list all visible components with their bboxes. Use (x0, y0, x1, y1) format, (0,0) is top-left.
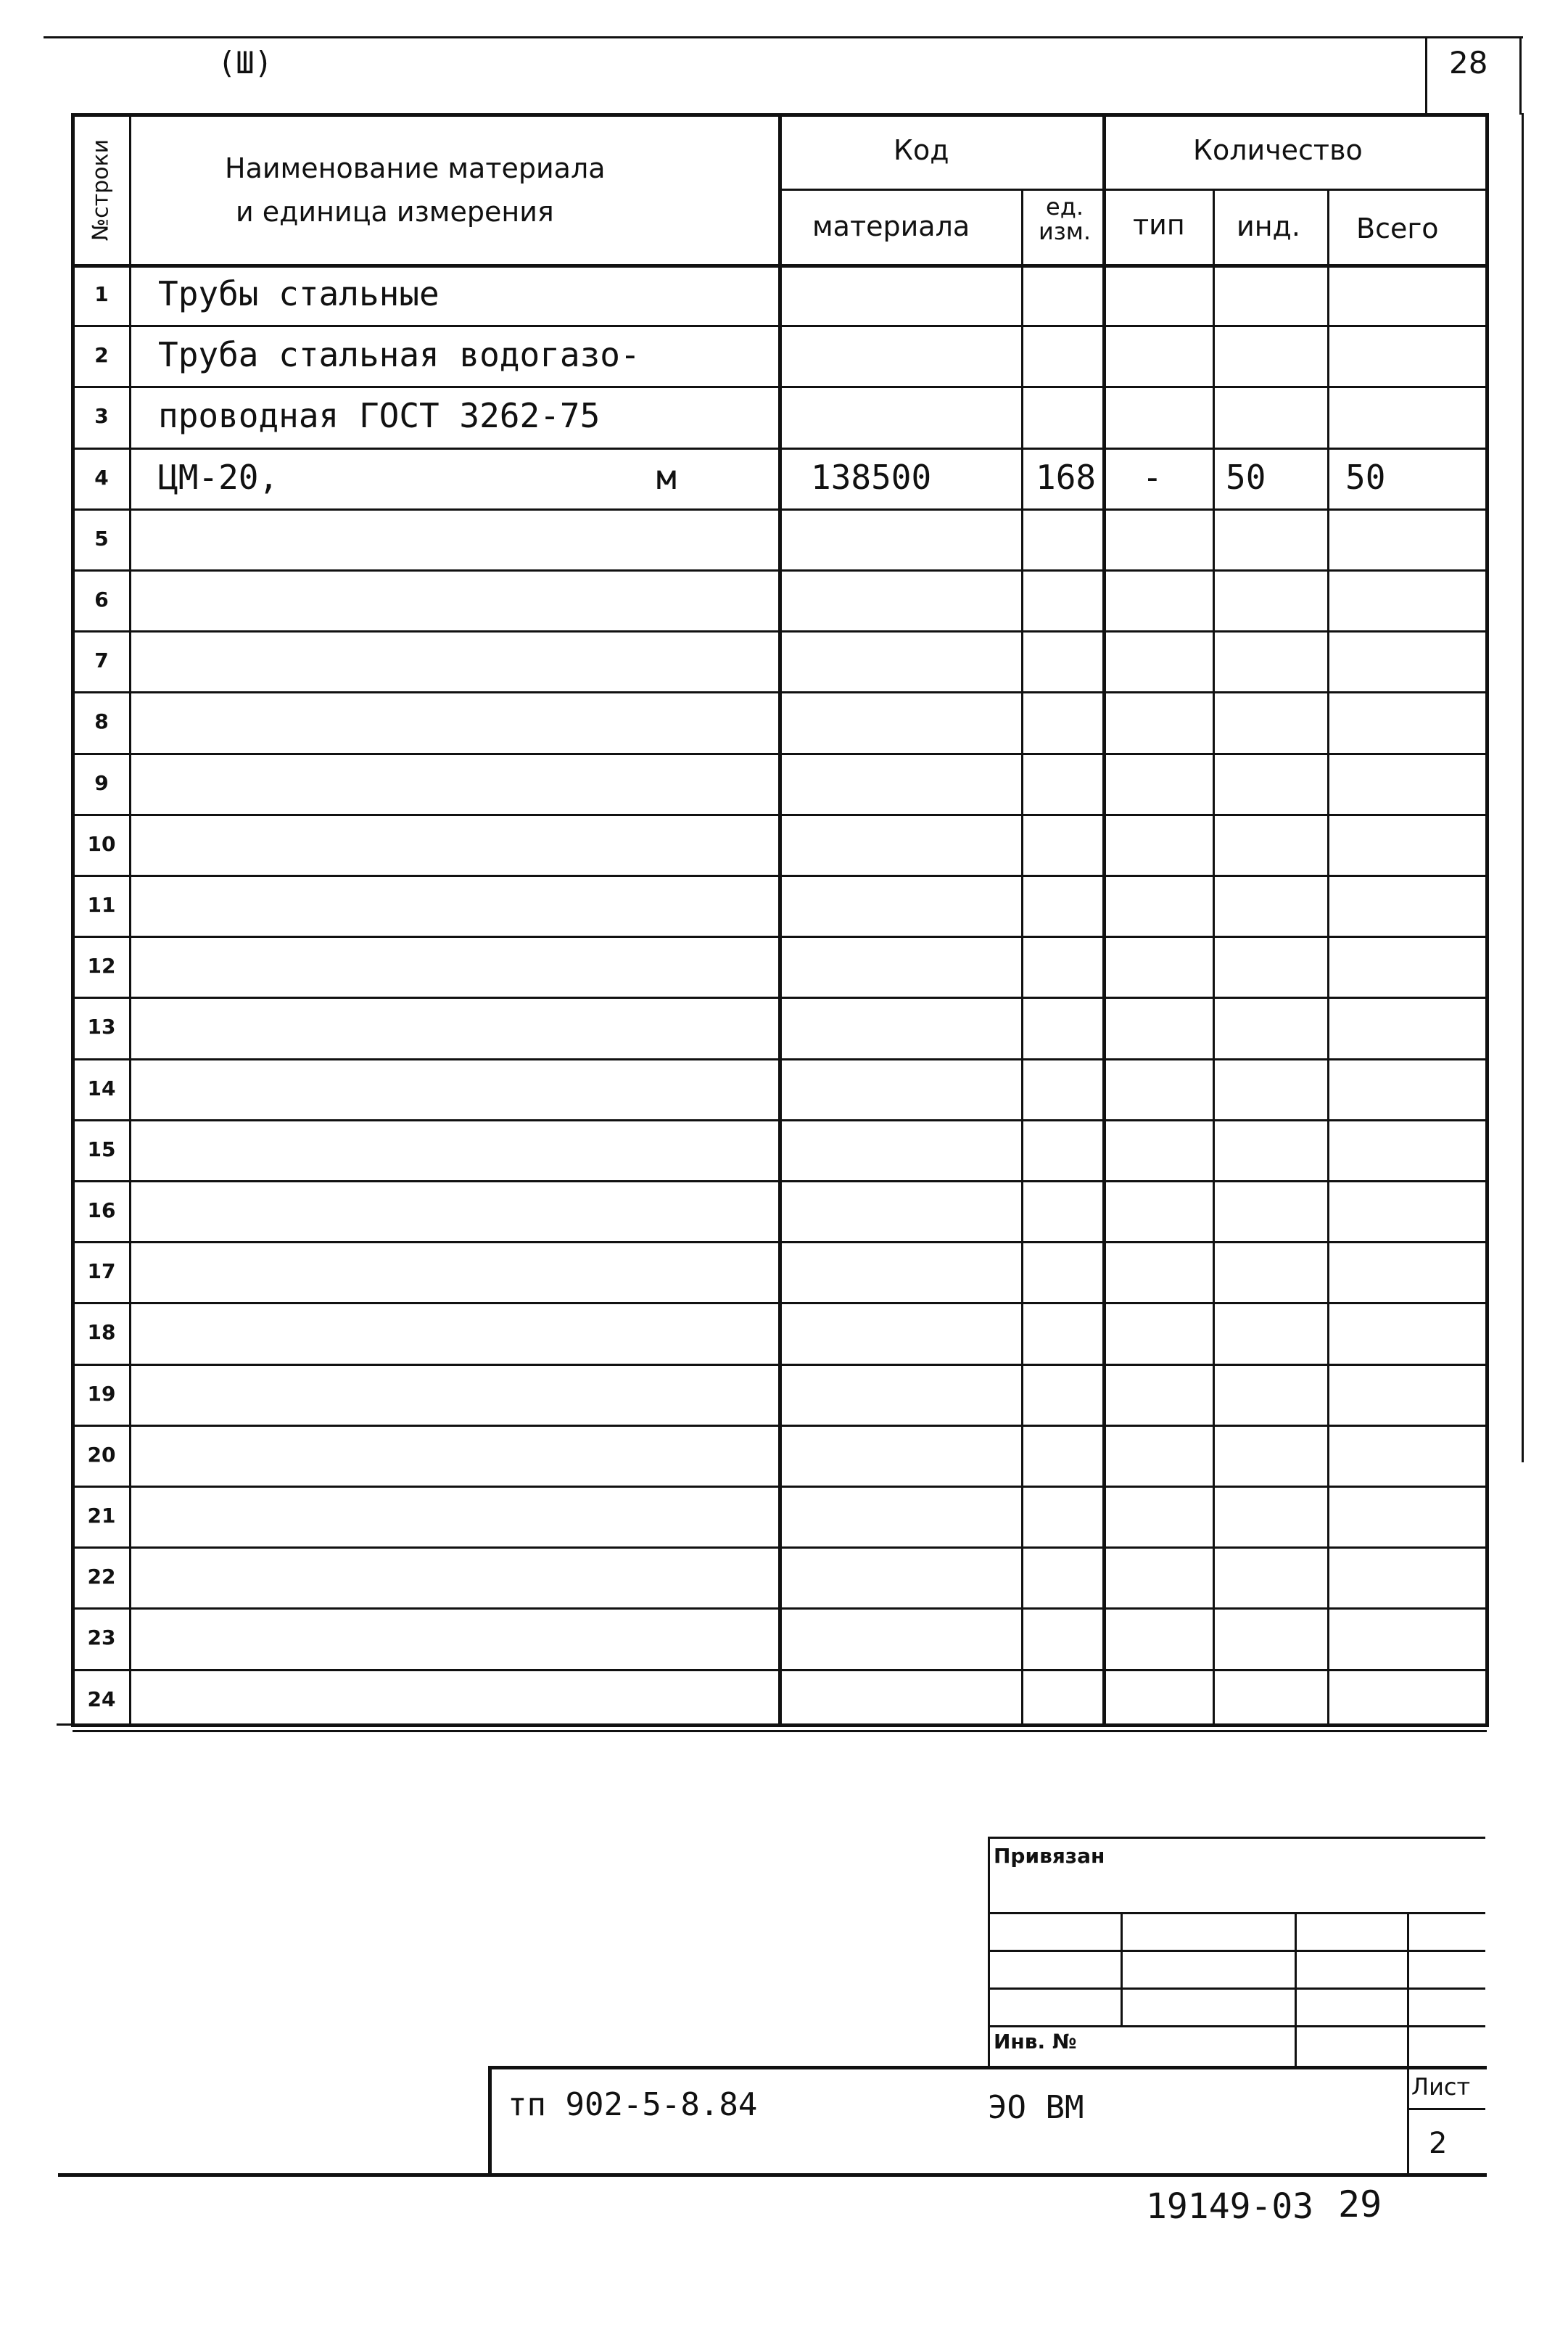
row-code: 138500 (811, 457, 932, 497)
row-divider (73, 569, 1487, 572)
bottom-left-tick (57, 1723, 74, 1726)
stamp-vline-1 (1121, 1912, 1123, 2025)
title-block-left (488, 2066, 492, 2175)
row-number: 9 (94, 770, 109, 795)
row-divider (73, 1119, 1487, 1121)
row-divider (73, 1364, 1487, 1366)
page-number-box-right (1519, 36, 1522, 115)
row-number: 8 (94, 709, 109, 734)
row-number: 1 (94, 282, 109, 306)
row-number: 4 (94, 465, 109, 490)
row-divider (73, 1180, 1487, 1182)
row-number: 23 (87, 1626, 116, 1650)
stamp-vline-2 (1295, 1912, 1297, 2067)
sheet-divider (1407, 2108, 1485, 2110)
row-divider (73, 1302, 1487, 1304)
row-name: ЦМ-20, (158, 457, 279, 497)
row-number: 2 (94, 343, 109, 368)
corner-mark: (Ш) (218, 45, 273, 81)
row-divider (73, 1486, 1487, 1488)
header-quantity: Количество (1193, 134, 1363, 166)
row-number: 15 (87, 1137, 116, 1161)
header-subline-code (778, 189, 1487, 191)
stamp-line-1 (988, 1912, 1485, 1914)
header-code-unit: ед. изм. (1038, 193, 1092, 245)
stamp-top (988, 1837, 1485, 1839)
row-number: 7 (94, 648, 109, 673)
row-number: 10 (87, 831, 116, 856)
col-line-code (1021, 189, 1023, 1723)
header-code-material: материала (812, 210, 970, 242)
row-number: 14 (87, 1076, 116, 1100)
header-qty-ind: инд. (1237, 210, 1300, 242)
stamp-left (988, 1837, 990, 2067)
col-line-ind (1327, 189, 1329, 1723)
page-number-box-left (1425, 36, 1427, 115)
row-divider (73, 1425, 1487, 1427)
header-name-line1: Наименование материала (225, 152, 606, 184)
stamp-privyazan: Привязан (994, 1844, 1105, 1868)
row-divider (73, 1546, 1487, 1549)
header-qty-total: Всего (1356, 213, 1439, 244)
row-name: Трубы стальные (158, 274, 440, 313)
row-ind: 50 (1226, 457, 1266, 497)
page-number: 28 (1449, 45, 1488, 81)
header-code: Код (894, 134, 949, 166)
doc-code: тп 902-5-8.84 (508, 2086, 758, 2123)
header-name-line2: и единица измерения (236, 196, 554, 228)
col-line-name (778, 113, 782, 1723)
table-bottom-border (73, 1723, 1487, 1727)
stamp-inv-no: Инв. № (994, 2030, 1077, 2054)
row-divider (73, 1058, 1487, 1060)
row-name: Труба стальная водогазо- (158, 335, 640, 375)
sheet-label: Лист (1411, 2073, 1471, 2101)
col-line-unit (1102, 113, 1106, 1723)
row-number: 6 (94, 588, 109, 611)
row-divider (73, 691, 1487, 693)
row-number: 5 (94, 526, 109, 551)
row-number: 12 (87, 954, 116, 979)
row-unit: м (656, 457, 677, 497)
row-divider (73, 325, 1487, 327)
stamp-line-4 (988, 2025, 1485, 2027)
row-name: проводная ГОСТ 3262-75 (158, 396, 601, 436)
row-number: 21 (87, 1504, 116, 1528)
stamp-line-3 (988, 1987, 1485, 1990)
row-number: 13 (87, 1015, 116, 1039)
title-block-top (490, 2066, 1487, 2069)
row-divider (73, 630, 1487, 633)
row-divider (73, 1241, 1487, 1243)
row-number: 20 (87, 1442, 116, 1467)
row-number: 17 (87, 1259, 116, 1284)
row-number: 3 (94, 404, 109, 429)
row-divider (73, 448, 1487, 450)
archive-page: 29 (1338, 2183, 1382, 2225)
row-type: - (1142, 457, 1163, 497)
row-divider (73, 753, 1487, 755)
row-divider (73, 936, 1487, 938)
row-number: 11 (87, 893, 116, 917)
row-divider (73, 508, 1487, 511)
row-number: 22 (87, 1565, 116, 1589)
stamp-line-2 (988, 1950, 1485, 1952)
row-divider (73, 1607, 1487, 1610)
row-divider (73, 1730, 1487, 1732)
row-unit-code: 168 (1036, 457, 1097, 497)
row-number: 16 (87, 1198, 116, 1222)
header-qty-type: тип (1133, 209, 1185, 241)
header-row-no: №строки (88, 139, 114, 242)
row-divider (73, 814, 1487, 816)
row-divider (73, 386, 1487, 388)
col-line-type (1213, 189, 1215, 1723)
row-number: 18 (87, 1320, 116, 1345)
right-margin-line (1522, 113, 1524, 1462)
top-border (44, 36, 1523, 38)
row-divider (73, 997, 1487, 999)
row-divider (73, 1669, 1487, 1671)
archive-number: 19149-03 (1146, 2186, 1314, 2227)
doc-mark: ЭО ВМ (988, 2089, 1084, 2126)
page-bottom-border (58, 2173, 1487, 2177)
stamp-vline-3 (1407, 1912, 1409, 2173)
row-divider (73, 875, 1487, 877)
row-number: 19 (87, 1381, 116, 1406)
sheet-number: 2 (1429, 2127, 1448, 2160)
row-total: 50 (1345, 457, 1386, 497)
row-number: 24 (87, 1686, 116, 1711)
